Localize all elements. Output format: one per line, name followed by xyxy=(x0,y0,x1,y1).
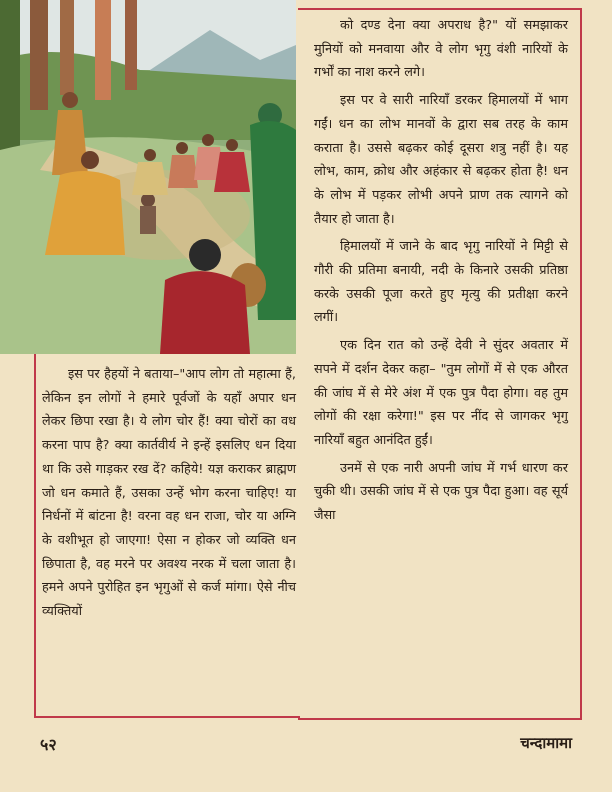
illustration-art xyxy=(0,0,296,354)
page-number: ५२ xyxy=(40,735,57,754)
paragraph: इस पर हैहयों ने बताया–"आप लोग तो महात्मा हैं, लेकिन इन लोगों ने हमारे पूर्वजों के यहाँ अपार धन लेकर छिपा रखा है। ये लोग चोर हैं! क्या चोरों का वध करना पाप है? क्या कार्तवीर्य ने इन्हें इसलिए धन दिया था कि उसे गाड़कर रख दें? कहिये! यज्ञ कराकर ब्राह्मण जो धन कमाते हैं, उसका उन्हें भोग करना चाहिए! या निर्धनों में बांटना है! वरना वह धन राजा, चोर या अग्नि के वशीभूत हो जाएगा! ऐसा न होकर जो व्यक्ति धन छिपाता है, वह मरने पर अवश्य नरक में चला जाता है। हमने अपने पुरोहित इन भृगुओं से कर्ज मांगा। ऐसे नीच व्यक्तियों xyxy=(42,367,296,620)
left-text-column xyxy=(42,363,296,624)
story-illustration xyxy=(0,0,296,354)
paragraph: को दण्ड देना क्या अपराध है?" यों समझाकर मुनियों को मनवाया और वे लोग भृगु वंशी नारियों के गर्भों का नाश करने लगे। xyxy=(314,18,568,81)
paragraph: इस पर वे सारी नारियाँ डरकर हिमालयों में भाग गईं। धन का लोभ मानवों के द्वारा सब तरह के काम कराता है। उससे बढ़कर कोई दूसरा शत्रु नहीं है। यह लोभ, काम, क्रोध और अहंकार से बढ़कर होता है! धन के लोभ में पड़कर लोभी अपने प्राण तक त्यागने को तैयार हो जाता है। xyxy=(314,93,568,227)
right-text-column xyxy=(314,14,568,528)
magazine-title: चन्दामामा xyxy=(520,734,572,752)
paragraph: एक दिन रात को उन्हें देवी ने सुंदर अवतार में सपने में दर्शन देकर कहा– "तुम लोगों में से एक औरत की जांघ में से मेरे अंश में एक पुत्र पैदा होगा। वह तुम लोगों की रक्षा करेगा!" इस पर नींद से जागकर भृगु नारियाँ बहुत आनंदित हुईं। xyxy=(314,338,568,448)
paragraph: उनमें से एक नारी अपनी जांघ में गर्भ धारण कर चुकी थी। उसकी जांघ में से एक पुत्र पैदा हुआ। वह सूर्य जैसा xyxy=(314,460,568,524)
paragraph: हिमालयों में जाने के बाद भृगु नारियों ने मिट्टी से गौरी की प्रतिमा बनायी, नदी के किनारे उसकी प्रतिष्ठा करके उसकी पूजा करते हुए मृत्यु की प्रतीक्षा करने लगीं। xyxy=(314,239,568,326)
